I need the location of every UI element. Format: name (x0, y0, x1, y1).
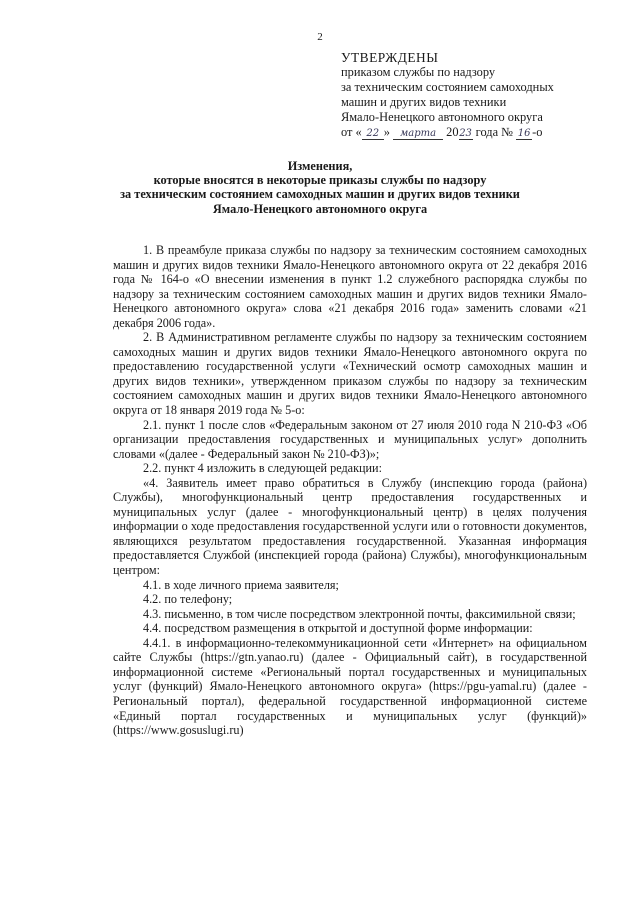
paragraph-1: 1. В преамбуле приказа службы по надзору за техническим состоянием самоходных машин и других видов техники Ямало-Ненецкого автономного округа от 22 декабря 2016 года № 164-о «О внесении изменения в пункт 1.2 служебного распорядка службы по надзору за техническим состоянием самоходных машин и других видов техники Ямало-Ненецкого автономного округа» слова «21 декабря 2016 года» заменить словами «21 декабря 2006 года». (113, 243, 587, 330)
approval-line-2: за техническим состоянием самоходных (341, 80, 554, 94)
page-number: 2 (317, 31, 323, 43)
paragraph-4-2: 4.2. по телефону; (143, 592, 233, 607)
year-prefix: 20 (446, 125, 459, 139)
order-date-line (341, 125, 581, 140)
document-heading (100, 159, 540, 216)
paragraph-4-4-1: 4.4.1. в информационно-телекоммуникационной сети «Интернет» на официальном сайте Службы (https://gtn.yanao.ru) (далее - Официальный сайт), в государственной информационной системе «Региональный портал государственных и муниципальных услуг (функций) Ямало-Ненецкого автономного округа» (https://pgu-yamal.ru) (далее - Региональный портал), федеральной государственной информационной системе «Единый портал государственных и муниципальных услуг (функций)» (https://www.gosuslugi.ru) (113, 635, 587, 738)
handwritten-month: марта (393, 128, 443, 140)
approval-line-1: приказом службы по надзору (341, 65, 496, 79)
paragraph-4-1: 4.1. в ходе личного приема заявителя; (143, 577, 339, 592)
date-mid: » (383, 125, 390, 139)
paragraph-4-quote: «4. Заявитель имеет право обратиться в Службу (инспекцию города (района) Службы), многофункциональный центр предоставления государственных и муниципальных услуг (далее - многофункциональный центр) в целях получения информации о ходе предоставления государственной услуги или о готовности документов, являющихся результатом предоставления государственной. Указанная информация предоставляется Службой (инспекцией города (района) Службы), многофункциональным центром: (113, 475, 587, 578)
number-prefix: № (501, 125, 514, 139)
heading-line-3: за техническим состоянием самоходных машин и других видов техники (120, 187, 520, 202)
heading-line-4: Ямало-Ненецкого автономного округа (212, 201, 428, 216)
approval-stamp: УТВЕРЖДЕНЫ (341, 50, 439, 65)
number-suffix: -о (532, 125, 543, 139)
document-body (113, 243, 587, 738)
year-label: года (475, 125, 499, 139)
handwritten-day: 22 (362, 128, 384, 140)
date-prefix: от « (341, 125, 362, 139)
approval-line-4: Ямало-Ненецкого автономного округа (341, 110, 543, 124)
heading-line-2: которые вносятся в некоторые приказы службы по надзору (153, 173, 487, 188)
paragraph-2-2: 2.2. пункт 4 изложить в следующей редакции: (143, 461, 382, 476)
approval-block (341, 50, 581, 140)
handwritten-year: 23 (459, 128, 472, 139)
paragraph-2: 2. В Административном регламенте службы по надзору за техническим состоянием самоходных машин и других видов техники Ямало-Ненецкого автономного округа по предоставлению государственной услуги «Технический осмотр самоходных машин и других видов техники», утвержденном приказом службы по надзору за техническим состоянием самоходных машин и других видов техники Ямало-Ненецкого автономного округа от 18 января 2019 года № 5-о: (113, 330, 587, 418)
handwritten-number: 16 (517, 128, 531, 139)
paragraph-4-3: 4.3. письменно, в том числе посредством электронной почты, факсимильной связи; (143, 606, 576, 621)
paragraph-4-4: 4.4. посредством размещения в открытой и доступной форме информации: (143, 621, 533, 636)
paragraph-2-1: 2.1. пункт 1 после слов «Федеральным законом от 27 июля 2010 года N 210-ФЗ «Об организации предоставления государственных и муниципальных услуг» дополнить словами «(далее - Федеральный закон № 210-ФЗ)»; (113, 417, 587, 461)
heading-line-1: Изменения, (287, 159, 353, 173)
approval-line-3: машин и других видов техники (341, 95, 507, 109)
